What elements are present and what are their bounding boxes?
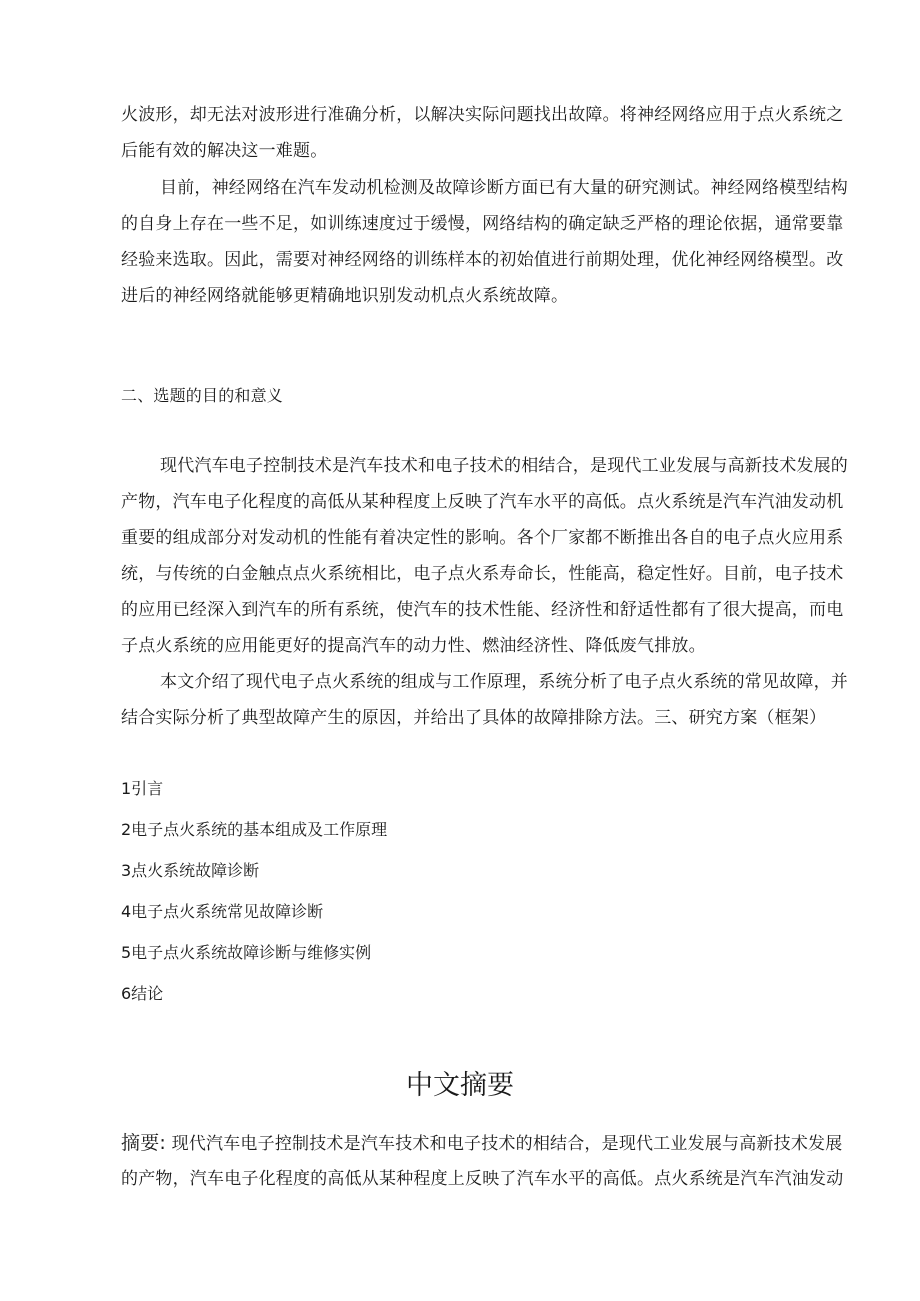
paragraph-3-line-4: 统，与传统的白金触点点火系统相比，电子点火系寿命长，性能高，稳定性好。目前，电子技术 <box>121 564 844 584</box>
outline-item: 1引言 <box>121 779 164 798</box>
paragraph-3-line-3: 重要的组成部分对发动机的性能有着决定性的影响。各个厂家都不断推出各自的电子点火应用系 <box>121 528 844 548</box>
outline-item: 5电子点火系统故障诊断与维修实例 <box>121 943 372 962</box>
outline-item: 2电子点火系统的基本组成及工作原理 <box>121 820 388 839</box>
paragraph-4-line-1: 本文介绍了现代电子点火系统的组成与工作原理，系统分析了电子点火系统的常见故障，并 <box>160 672 848 692</box>
outline-item: 3点火系统故障诊断 <box>121 861 260 880</box>
paragraph-2-line-3: 经验来选取。因此，需要对神经网络的训练样本的初始值进行前期处理，优化神经网络模型。改 <box>121 250 844 270</box>
paragraph-2-line-4: 进后的神经网络就能够更精确地识别发动机点火系统故障。 <box>121 286 569 306</box>
abstract-line-2: 的产物，汽车电子化程度的高低从某种程度上反映了汽车水平的高低。点火系统是汽车汽油发动 <box>121 1169 844 1189</box>
paragraph-3-line-1: 现代汽车电子控制技术是汽车技术和电子技术的相结合，是现代工业发展与高新技术发展的 <box>160 456 848 476</box>
section-heading: 二、选题的目的和意义 <box>121 386 284 405</box>
abstract-text: 现代汽车电子控制技术是汽车技术和电子技术的相结合，是现代工业发展与高新技术发展 <box>171 1134 843 1154</box>
outline-item: 6结论 <box>121 984 164 1003</box>
outline-item: 4电子点火系统常见故障诊断 <box>121 902 324 921</box>
abstract-label: 摘要: <box>121 1132 167 1154</box>
paragraph-1-line-2: 后能有效的解决这一难题。 <box>121 141 328 161</box>
paragraph-2-line-2: 的自身上存在一些不足，如训练速度过于缓慢，网络结构的确定缺乏严格的理论依据，通常要靠 <box>121 214 844 234</box>
paragraph-4-line-2: 结合实际分析了典型故障产生的原因，并给出了具体的故障排除方法。三、研究方案（框架） <box>121 708 827 728</box>
abstract-title: 中文摘要 <box>406 1070 514 1101</box>
abstract-line-1 <box>121 1131 842 1156</box>
paragraph-3-line-5: 的应用已经深入到汽车的所有系统，使汽车的技术性能、经济性和舒适性都有了很大提高，而电 <box>121 600 844 620</box>
paragraph-2-line-1: 目前，神经网络在汽车发动机检测及故障诊断方面已有大量的研究测试。神经网络模型结构 <box>160 178 848 198</box>
paragraph-1-line-1: 火波形，却无法对波形进行准确分析，以解决实际问题找出故障。将神经网络应用于点火系统之 <box>121 105 844 125</box>
paragraph-3-line-6: 子点火系统的应用能更好的提高汽车的动力性、燃油经济性、降低废气排放。 <box>121 636 706 656</box>
paragraph-3-line-2: 产物，汽车电子化程度的高低从某种程度上反映了汽车水平的高低。点火系统是汽车汽油发动机 <box>121 492 844 512</box>
